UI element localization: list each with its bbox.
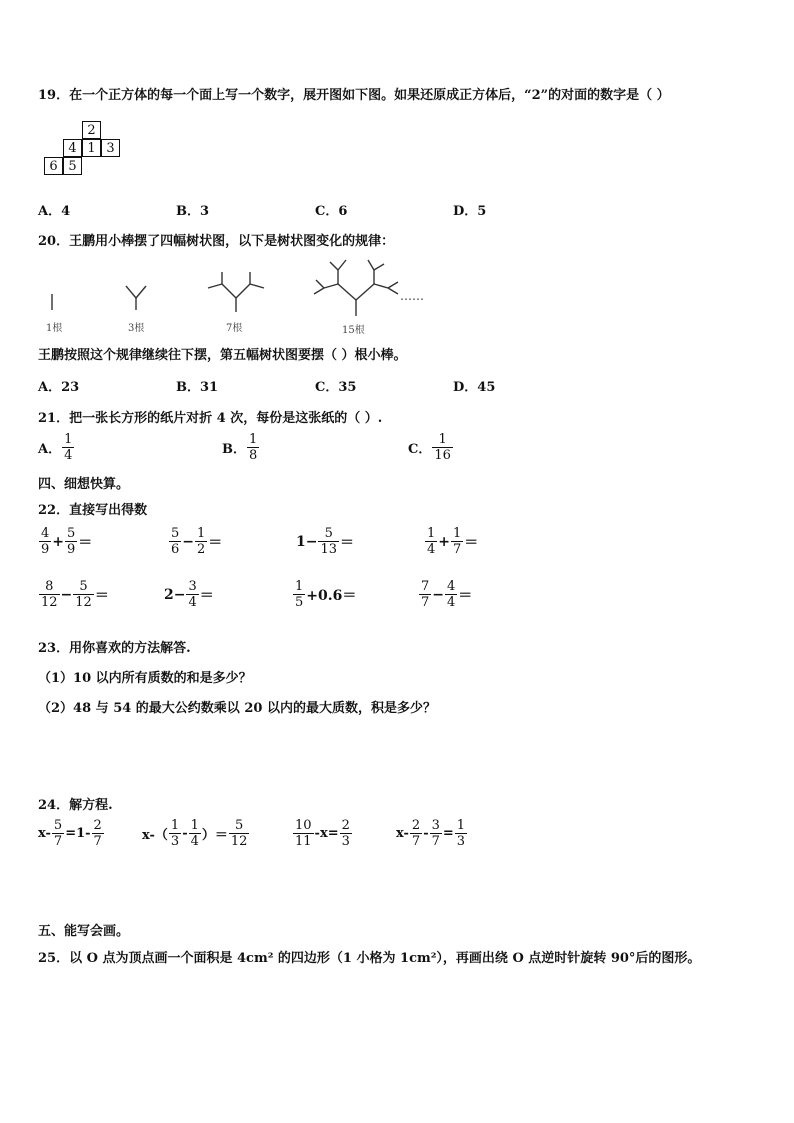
q24-eq-3: $\frac{10}{11}$ -x= $\frac{2}{3}$ — [295, 818, 350, 849]
q19-text: 19．在一个正方体的每一个面上写一个数字，展开图如下图。如果还原成正方体后，“2”的对面的数字是（ ） — [38, 88, 670, 103]
q19-option-d: D．5 — [453, 204, 487, 219]
q24-eq-2: x-（ $\frac{1}{3}$ - $\frac{1}{4}$ ）＝ $\frac{5}{12}$ — [142, 818, 248, 849]
q22-expr-1: $\frac{4}{9}$ + $\frac{5}{9}$ ＝ — [41, 526, 93, 557]
q24-eq-4: x- $\frac{2}{7}$ - $\frac{3}{7}$ = $\frac{1}{3}$ — [396, 818, 466, 849]
q23-sub1: （1）10 以内所有质数的和是多少？ — [38, 671, 252, 686]
option-label: C． — [408, 442, 432, 457]
net-cell: 4 — [63, 139, 82, 157]
q22-expr-2: $\frac{5}{6}$ − $\frac{1}{2}$ ＝ — [171, 526, 223, 557]
tree-1-label: 1根 — [46, 323, 63, 334]
fraction: $\frac{1}{8}$ — [249, 432, 258, 463]
q24-eq-1: x- $\frac{5}{7}$ =1- $\frac{2}{7}$ — [38, 818, 102, 849]
net-cell: 3 — [101, 139, 120, 157]
tree-3 — [208, 272, 264, 312]
q22-expr-4: $\frac{1}{4}$ + $\frac{1}{7}$ ＝ — [427, 526, 479, 557]
net-cell: 6 — [44, 157, 63, 175]
q23-text: 23．用你喜欢的方法解答. — [38, 641, 191, 656]
fraction: $\frac{1}{4}$ — [64, 432, 73, 463]
q21-text: 21．把一张长方形的纸片对折 4 次，每份是这张纸的（ ）. — [38, 411, 383, 426]
section-5-title: 五、能写会画。 — [38, 924, 130, 939]
tree-figures — [38, 254, 458, 334]
q21-option-a — [38, 432, 75, 463]
q22-text: 22．直接写出得数 — [38, 503, 148, 518]
q20-question: 王鹏按照这个规律继续往下摆，第五幅树状图要摆（ ）根小棒。 — [38, 348, 407, 363]
q19-option-a: A．4 — [38, 204, 71, 219]
q20-option-a: A．23 — [38, 380, 80, 395]
tree-3-label: 7根 — [226, 323, 243, 334]
tree-4-label: 15根 — [342, 325, 365, 336]
q22-expr-7: $\frac{1}{5}$ +0.6＝ — [295, 579, 357, 610]
q20-option-c: C．35 — [315, 380, 357, 395]
q20-option-b: B．31 — [176, 380, 219, 395]
q19-option-c: C．6 — [315, 204, 348, 219]
fraction: $\frac{1}{16}$ — [434, 432, 451, 463]
option-label: B． — [222, 442, 246, 457]
q20-text: 20．王鹏用小棒摆了四幅树状图，以下是树状图变化的规律： — [38, 234, 395, 249]
tree-2-label: 3根 — [128, 323, 145, 334]
tree-ellipsis: …… — [400, 289, 424, 303]
tree-4 — [314, 260, 398, 316]
q20-option-d: D．45 — [453, 380, 496, 395]
section-4-title: 四、细想快算。 — [38, 477, 130, 492]
q22-expr-5: $\frac{8}{12}$ − $\frac{5}{12}$ ＝ — [41, 579, 109, 610]
q21-option-b — [222, 432, 260, 463]
q19-option-b: B．3 — [176, 204, 210, 219]
tree-2 — [126, 286, 146, 310]
net-cell: 5 — [63, 157, 82, 175]
net-cell: 1 — [82, 139, 101, 157]
net-cell: 2 — [82, 121, 101, 139]
q22-expr-6: 2− $\frac{3}{4}$ ＝ — [164, 579, 214, 610]
q24-text: 24．解方程. — [38, 798, 113, 813]
option-label: A． — [38, 442, 62, 457]
q21-option-c — [408, 432, 454, 463]
q22-expr-8: $\frac{7}{7}$ − $\frac{4}{4}$ ＝ — [421, 579, 473, 610]
q25-text: 25．以 O 点为顶点画一个面积是 4cm² 的四边形（1 小格为 1cm²），再画出绕 O 点逆时针旋转 90°后的图形。 — [38, 951, 701, 966]
q23-sub2: （2）48 与 54 的最大公约数乘以 20 以内的最大质数，积是多少？ — [38, 701, 436, 716]
q22-expr-3: 1− $\frac{5}{13}$ ＝ — [296, 526, 355, 557]
